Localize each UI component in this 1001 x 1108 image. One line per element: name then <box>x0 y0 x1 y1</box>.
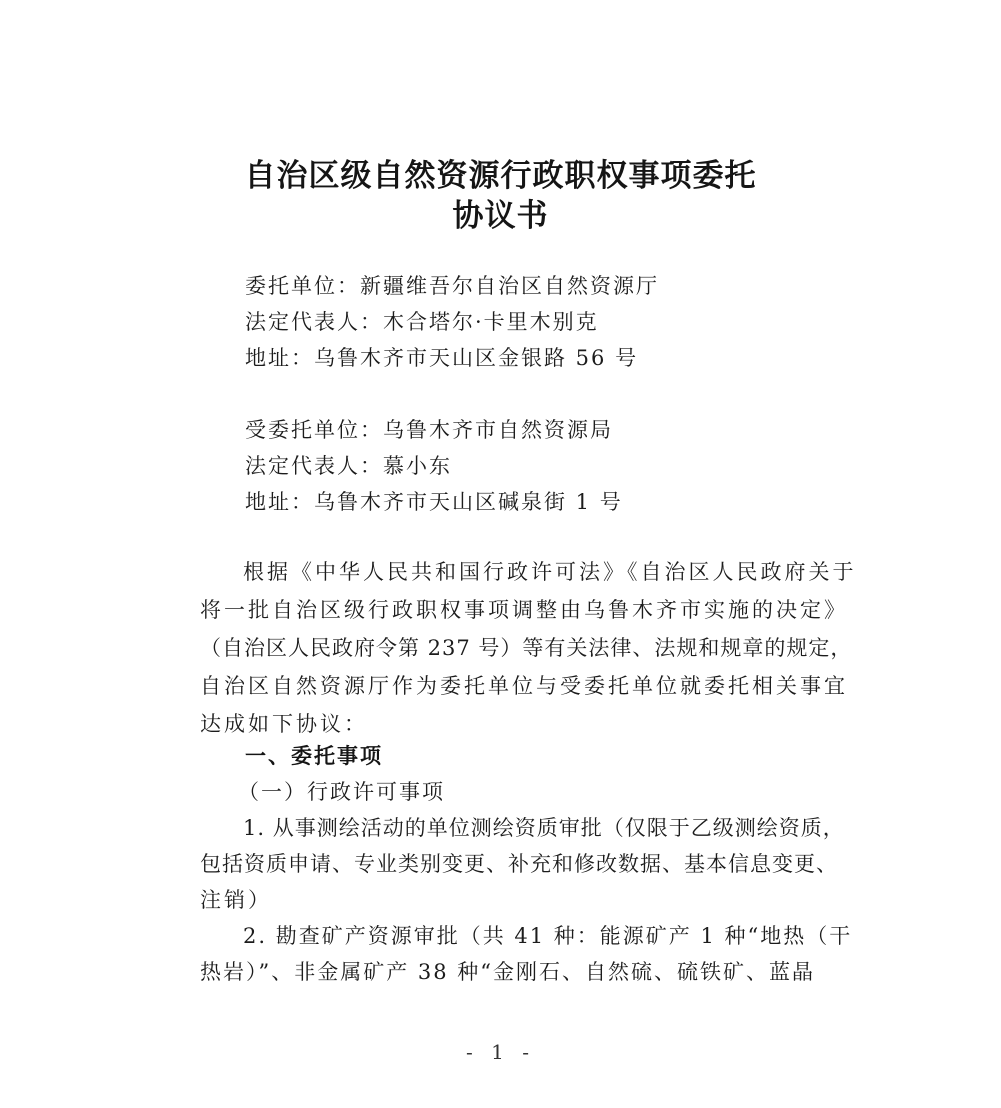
subheading-administrative-license: （一）行政许可事项 <box>238 780 445 804</box>
preamble-line: 达成如下协议： <box>200 712 368 736</box>
item-1-line: 注销） <box>200 888 272 912</box>
principal-address: 地址：乌鲁木齐市天山区金银路 56 号 <box>245 346 639 370</box>
preamble-line: （自治区人民政府令第 237 号）等有关法律、法规和规章的规定， <box>200 636 853 660</box>
agent-representative: 法定代表人：慕小东 <box>245 454 452 478</box>
item-2-line: 2. 勘查矿产资源审批（共 41 种：能源矿产 1 种“地热（干 <box>243 924 853 948</box>
principal-representative: 法定代表人：木合塔尔·卡里木别克 <box>245 310 599 334</box>
document-title-line-1: 自治区级自然资源行政职权事项委托 <box>244 158 757 194</box>
preamble-line: 根据《中华人民共和国行政许可法》《自治区人民政府关于 <box>243 560 857 584</box>
document-title-line-2: 协议书 <box>452 198 549 234</box>
page-number: - 1 - <box>466 1040 535 1064</box>
principal-unit: 委托单位：新疆维吾尔自治区自然资源厅 <box>245 274 659 298</box>
agent-unit: 受委托单位：乌鲁木齐市自然资源局 <box>245 418 613 442</box>
preamble-line: 自治区自然资源厅作为委托单位与受委托单位就委托相关事宜 <box>200 674 848 698</box>
section-heading-entrusted-matters: 一、委托事项 <box>245 744 383 768</box>
item-2-line: 热岩）”、非金属矿产 38 种“金刚石、自然硫、硫铁矿、蓝晶 <box>200 960 816 984</box>
preamble-line: 将一批自治区级行政职权事项调整由乌鲁木齐市实施的决定》 <box>200 598 848 622</box>
item-1-line: 1. 从事测绘活动的单位测绘资质审批（仅限于乙级测绘资质， <box>243 816 845 840</box>
agent-address: 地址：乌鲁木齐市天山区碱泉街 1 号 <box>245 490 623 514</box>
item-1-line: 包括资质申请、专业类别变更、补充和修改数据、基本信息变更、 <box>200 852 838 876</box>
